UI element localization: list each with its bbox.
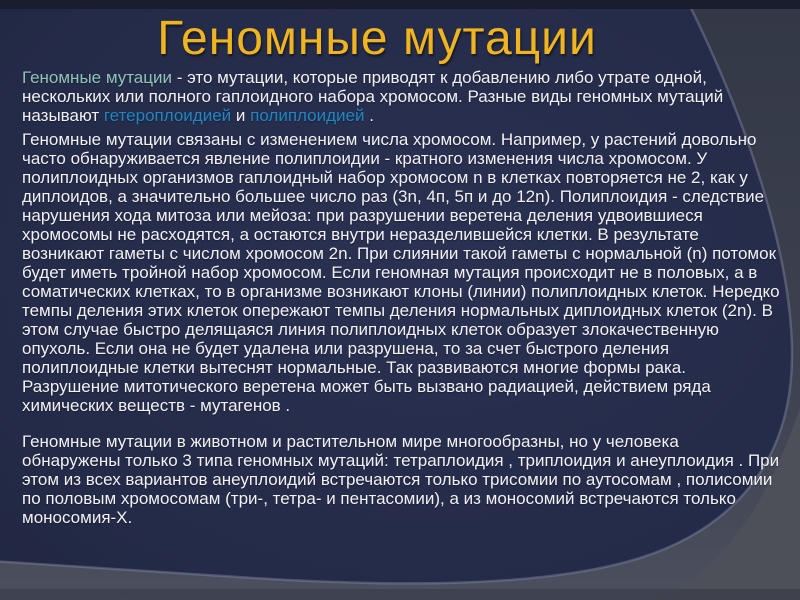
paragraph xyxy=(22,130,780,415)
text-segment: Геномные мутации xyxy=(22,68,172,87)
paragraph xyxy=(22,432,780,527)
text-segment: Геномные мутации связаны с изменением числа хромосом. Например, у растений довольно часто обнаруживается явление полиплоидии - кратного изменения числа хромосом. У полиплоидных организмов гаплоидный набор хромосом n в клетках повторяется не 2, как у диплоидов, а значительно большее число раз (3n, 4п, 5п и до 12n). Полиплоидия - следствие нарушения хода митоза или мейоза: при разрушении веретена деления удвоившиеся хромосомы не расходятся, а остаются внутри неразделившейся клетки. В результате возникают гаметы с числом хромосом 2n. При слиянии такой гаметы с нормальной (n) потомок будет иметь тройной набор хромосом. Если геномная мутация происходит не в половых, а в соматических клетках, то в организме возникают клоны (линии) полиплоидных клеток. Нередко темпы деления этих клеток опережают темпы деления нормальных диплоидных клеток (2n). В этом случае быстро делящаяся линия полиплоидных клеток образует злокачественную опухоль. Если она не будет удалена или разрушена, то за счет быстрого деления полиплоидные клетки вытеснят нормальные. Так развиваются многие формы рака. Разрушение митотического веретена может быть вызвано радиацией, действием ряда химических веществ - мутагенов . xyxy=(22,130,780,415)
text-segment: полиплоидией xyxy=(250,106,365,125)
paragraph xyxy=(22,68,780,125)
text-segment: - это мутации, которые приводят к добавлению либо утрате одной, нескольких или полного гаплоидного набора хромосом. Разные виды геномных мутаций называют xyxy=(22,68,724,125)
text-segment: Геномные мутации в животном и растительном мире многообразны, но у человека обнаружены только 3 типа геномных мутаций: тетраплоидия , триплоидия и анеуплоидия . При этом из всех вариантов анеуплоидий встречаются только трисомии по аутосомам , полисомии по половым хромосомам (три-, тетра- и пентасомии), а из моносомий встречаются только моносомия-Х. xyxy=(22,432,780,527)
text-segment: . xyxy=(364,106,374,125)
slide-title: Геномные мутации xyxy=(157,12,597,65)
slide-body xyxy=(22,68,780,532)
text-segment: и xyxy=(231,106,251,125)
text-segment: гетероплоидией xyxy=(103,106,232,125)
